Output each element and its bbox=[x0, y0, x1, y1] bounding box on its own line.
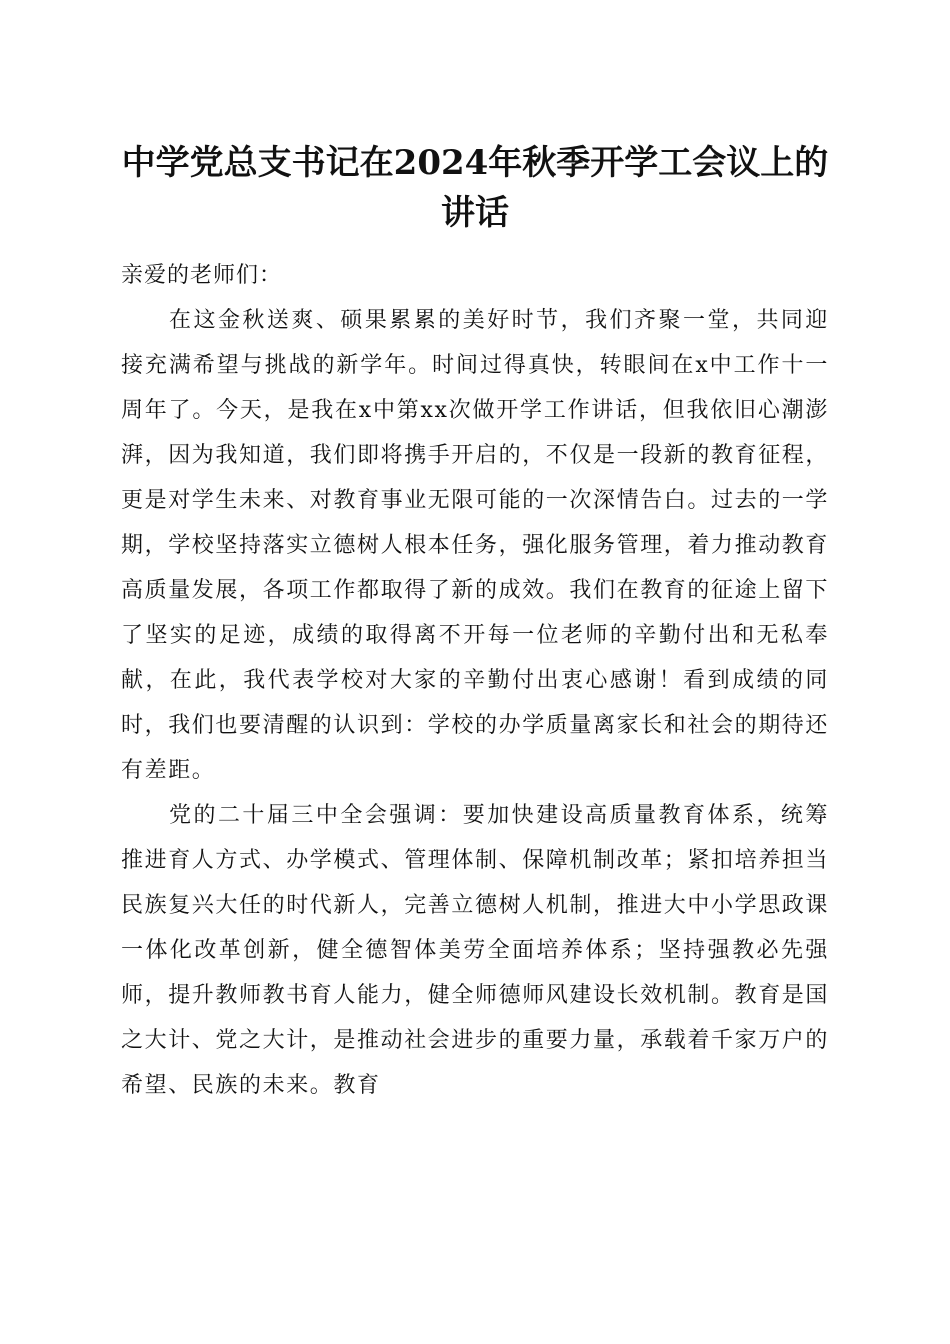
paragraph-2: 党的二十届三中全会强调：要加快建设高质量教育体系，统筹推进育人方式、办学模式、管理体制、保障机制改革；紧扣培养担当民族复兴大任的时代新人，完善立德树人机制，推进大中小学思政课一体化改革创新，健全德智体美劳全面培养体系；坚持强教必先强师，提升教师教书育人能力，健全师德师风建设长效机制。教育是国之大计、党之大计，是推动社会进步的重要力量，承载着千家万户的希望、民族的未来。教育 bbox=[121, 803, 830, 1098]
paragraph-1: 在这金秋送爽、硕果累累的美好时节，我们齐聚一堂，共同迎接充满希望与挑战的新学年。时间过得真快，转眼间在x中工作十一周年了。今天，是我在x中第xx次做开学工作讲话，但我依旧心潮澎湃，因为我知道，我们即将携手开启的，不仅是一段新的教育征程，更是对学生未来、对教育事业无限可能的一次深情告白。过去的一学期，学校坚持落实立德树人根本任务，强化服务管理，着力推动教育高质量发展，各项工作都取得了新的成效。我们在教育的征途上留下了坚实的足迹，成绩的取得离不开每一位老师的辛勤付出和无私奉献，在此，我代表学校对大家的辛勤付出衷心感谢！看到成绩的同时，我们也要清醒的认识到：学校的办学质量离家长和社会的期待还有差距。 bbox=[121, 308, 830, 783]
document-title: 中学党总支书记在2024年秋季开学工会议上的讲话 bbox=[121, 143, 829, 233]
salutation: 亲爱的老师们： bbox=[121, 263, 283, 288]
document-body bbox=[121, 253, 829, 1108]
